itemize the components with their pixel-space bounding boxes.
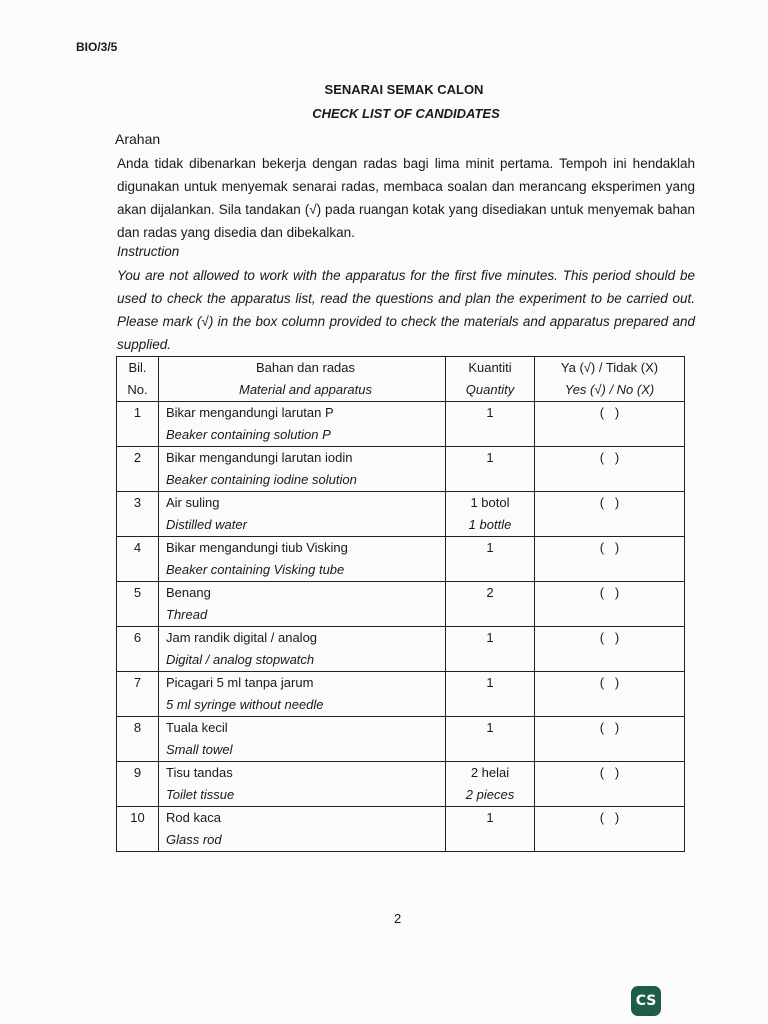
- header-no-malay: Bil.: [128, 360, 147, 375]
- row-quantity: [446, 447, 535, 492]
- camscanner-logo: CS: [631, 986, 661, 1016]
- row-item-malay: Bikar mengandungi larutan iodin: [166, 450, 353, 465]
- header-item-english: Material and apparatus: [239, 382, 372, 397]
- row-item: [159, 717, 446, 762]
- row-item: [159, 537, 446, 582]
- instruction-heading-english: Instruction: [117, 244, 180, 259]
- row-number: 2: [117, 447, 159, 492]
- row-quantity: [446, 492, 535, 537]
- row-quantity-malay: 1: [486, 630, 494, 645]
- row-item-malay: Tuala kecil: [166, 720, 228, 735]
- row-item-english: Glass rod: [166, 832, 222, 847]
- row-number: 1: [117, 402, 159, 447]
- row-item-english: Beaker containing Visking tube: [166, 562, 345, 577]
- row-number: 4: [117, 537, 159, 582]
- row-item: [159, 672, 446, 717]
- row-check-box[interactable]: ( ): [535, 717, 685, 762]
- row-number: 8: [117, 717, 159, 762]
- row-check-box[interactable]: ( ): [535, 582, 685, 627]
- header-no-english: No.: [127, 382, 148, 397]
- row-quantity-malay: 1: [486, 810, 494, 825]
- table-row: [117, 807, 685, 852]
- row-quantity-malay: 1: [486, 675, 494, 690]
- row-item: [159, 582, 446, 627]
- row-item: [159, 447, 446, 492]
- row-quantity-malay: 1: [486, 450, 494, 465]
- row-quantity: [446, 627, 535, 672]
- row-item-english: 5 ml syringe without needle: [166, 697, 324, 712]
- instruction-heading-malay: Arahan: [115, 131, 161, 147]
- row-number: 9: [117, 762, 159, 807]
- page-number: 2: [394, 911, 402, 926]
- row-item-malay: Rod kaca: [166, 810, 221, 825]
- row-quantity: [446, 672, 535, 717]
- row-quantity: [446, 402, 535, 447]
- row-check-box[interactable]: ( ): [535, 627, 685, 672]
- row-item-malay: Tisu tandas: [166, 765, 233, 780]
- row-quantity-malay: 1: [486, 540, 494, 555]
- row-item-english: Beaker containing solution P: [166, 427, 331, 442]
- header-check: [535, 357, 685, 402]
- header-qty-english: Quantity: [465, 382, 515, 397]
- row-check-box[interactable]: ( ): [535, 402, 685, 447]
- header-check-malay: Ya (√) / Tidak (X): [560, 360, 659, 375]
- row-item: [159, 807, 446, 852]
- row-number: 6: [117, 627, 159, 672]
- row-item-english: Digital / analog stopwatch: [166, 652, 315, 667]
- row-check-box[interactable]: ( ): [535, 807, 685, 852]
- row-item-malay: Bikar mengandungi tiub Visking: [166, 540, 348, 555]
- row-check-box[interactable]: ( ): [535, 762, 685, 807]
- header-qty-malay: Kuantiti: [468, 360, 512, 375]
- row-check-box[interactable]: ( ): [535, 672, 685, 717]
- row-check-box[interactable]: ( ): [535, 492, 685, 537]
- row-item-english: Beaker containing iodine solution: [166, 472, 357, 487]
- title-english: CHECK LIST OF CANDIDATES: [312, 106, 500, 121]
- row-quantity-malay: 2 helai: [470, 765, 510, 780]
- row-number: 3: [117, 492, 159, 537]
- row-quantity-malay: 1: [486, 405, 494, 420]
- table-row: [117, 447, 685, 492]
- row-quantity-malay: 1: [486, 720, 494, 735]
- table-row: [117, 717, 685, 762]
- row-quantity-malay: 1 botol: [470, 495, 510, 510]
- row-number: 7: [117, 672, 159, 717]
- table-row: [117, 627, 685, 672]
- row-item-english: Small towel: [166, 742, 233, 757]
- row-item-malay: Bikar mengandungi larutan P: [166, 405, 334, 420]
- table-row: [117, 492, 685, 537]
- document-code: BIO/3/5: [76, 40, 118, 54]
- table-row: [117, 402, 685, 447]
- header-item: [159, 357, 446, 402]
- row-item: [159, 402, 446, 447]
- row-quantity-malay: 2: [486, 585, 494, 600]
- table-row: [117, 672, 685, 717]
- row-item-english: Thread: [166, 607, 208, 622]
- row-item-malay: Jam randik digital / analog: [166, 630, 318, 645]
- row-quantity-english: 2 pieces: [465, 787, 515, 802]
- table-row: [117, 582, 685, 627]
- row-item-english: Distilled water: [166, 517, 247, 532]
- row-quantity: [446, 762, 535, 807]
- row-check-box[interactable]: ( ): [535, 447, 685, 492]
- row-item: [159, 762, 446, 807]
- row-number: 10: [117, 807, 159, 852]
- title-malay: SENARAI SEMAK CALON: [324, 82, 484, 97]
- header-qty: [446, 357, 535, 402]
- table-row: [117, 537, 685, 582]
- row-item-malay: Air suling: [166, 495, 220, 510]
- row-quantity: [446, 807, 535, 852]
- header-check-english: Yes (√) / No (X): [564, 382, 655, 397]
- row-quantity: [446, 537, 535, 582]
- row-quantity: [446, 582, 535, 627]
- row-check-box[interactable]: ( ): [535, 537, 685, 582]
- row-item-malay: Benang: [166, 585, 211, 600]
- header-item-malay: Bahan dan radas: [255, 360, 356, 375]
- row-item: [159, 627, 446, 672]
- table-row: [117, 762, 685, 807]
- row-quantity-english: 1 bottle: [468, 517, 512, 532]
- checklist-table: [116, 356, 685, 852]
- header-no: [117, 357, 159, 402]
- row-item-english: Toilet tissue: [166, 787, 235, 802]
- table-header-row: [117, 357, 685, 402]
- row-item: [159, 492, 446, 537]
- instruction-text-malay: Anda tidak dibenarkan bekerja dengan radas bagi lima minit pertama. Tempoh ini hendaklah digunakan untuk menyemak senarai radas, membaca soalan dan merancang eksperimen yang akan dijalankan. Sila tandakan (√) pada ruangan kotak yang disediakan untuk menyemak bahan dan radas yang disedia dan dibekalkan.: [117, 156, 695, 240]
- row-quantity: [446, 717, 535, 762]
- instruction-text-english: You are not allowed to work with the apparatus for the first five minutes. This period should be used to check the apparatus list, read the questions and plan the experiment to be carried out. Please mark (√) in the box column provided to check the materials and apparatus prepared and supplied.: [117, 268, 695, 352]
- row-item-malay: Picagari 5 ml tanpa jarum: [166, 675, 314, 690]
- row-number: 5: [117, 582, 159, 627]
